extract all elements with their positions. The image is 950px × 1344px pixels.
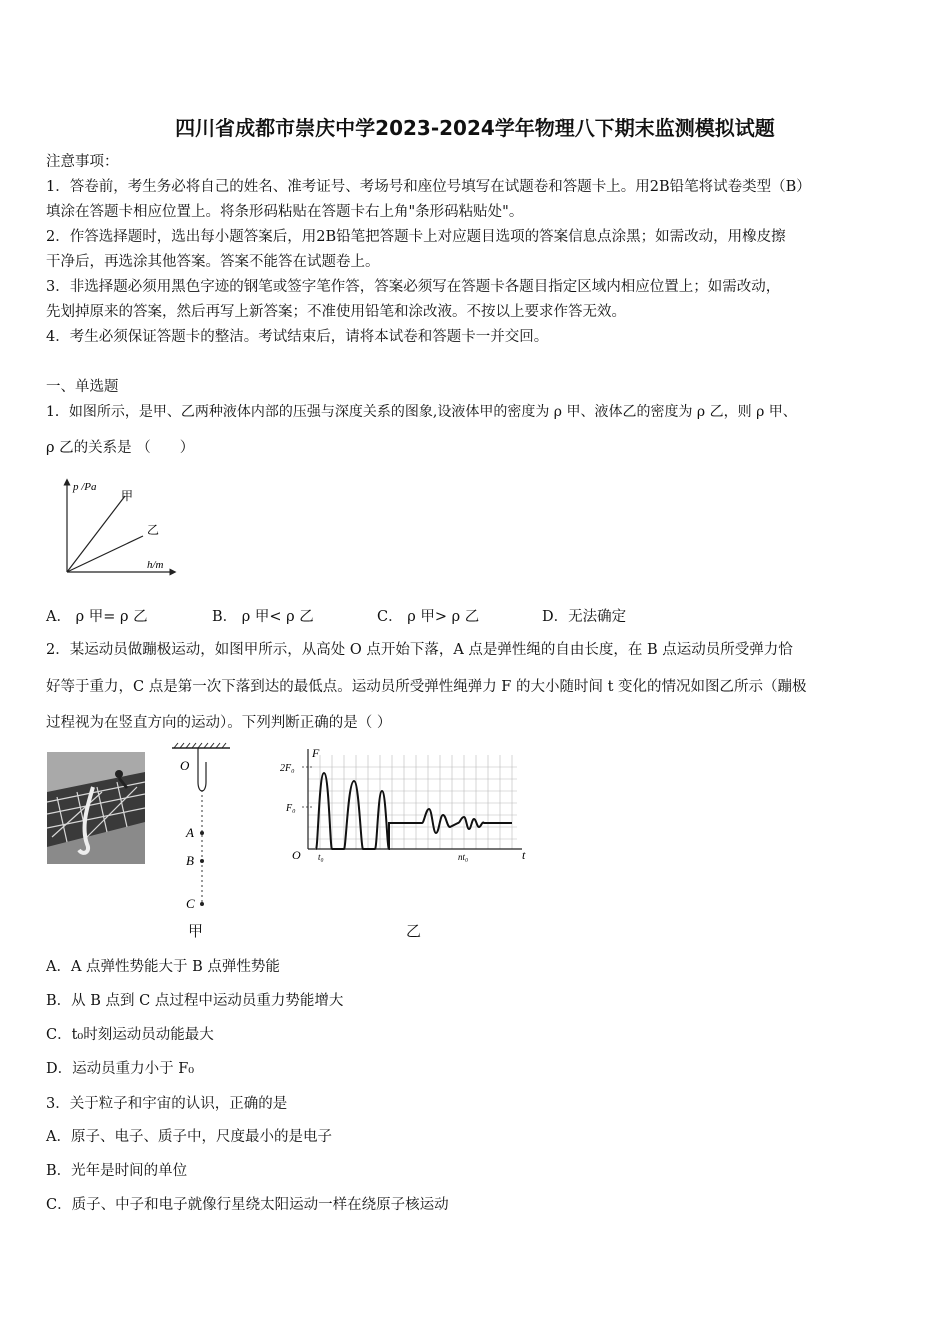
q1-stem-line1: 1．如图所示，是甲、乙两种液体内部的压强与深度关系的图象,设液体甲的密度为 ρ 甲、液体乙的密度为 ρ 乙，则 ρ 甲、: [46, 404, 797, 420]
time-tick-nt0: nt₀: [458, 852, 469, 862]
notice-line: 填涂在答题卡相应位置上。将条形码粘贴在答题卡右上角"条形码粘贴处"。: [46, 204, 524, 220]
q3-option-c[interactable]: C．质子、中子和电子就像行星绕太阳运动一样在绕原子核运动: [46, 1197, 449, 1213]
q2-figure-yi-caption: 乙: [406, 922, 422, 940]
q2-option-d[interactable]: D．运动员重力小于 F₀: [46, 1061, 195, 1077]
section-heading: 一、单选题: [46, 379, 119, 395]
q1-x-label: h/m: [147, 559, 164, 571]
notice-heading: 注意事项：: [46, 154, 119, 170]
graph-origin-label: O: [292, 848, 301, 862]
q2-figure-jia-caption: 甲: [188, 922, 204, 940]
force-axis-label: F: [312, 746, 320, 760]
q1-option-a[interactable]: A． ρ 甲= ρ 乙: [46, 609, 148, 625]
force-tick-2f0: 2F₀: [280, 763, 295, 774]
notice-line: 先划掉原来的答案，然后再写上新答案；不准使用铅笔和涂改液。不按以上要求作答无效。: [46, 304, 626, 320]
q3-option-b[interactable]: B．光年是时间的单位: [46, 1163, 188, 1179]
q1-pressure-depth-graph: [55, 476, 180, 581]
q2-option-b[interactable]: B．从 B 点到 C 点过程中运动员重力势能增大: [46, 993, 344, 1009]
q1-line-yi: [67, 536, 143, 572]
q2-stem-line2: 好等于重力，C 点是第一次下落到达的最低点。运动员所受弹性绳弹力 F 的大小随时间 t 变化的情况如图乙所示（蹦极: [46, 679, 807, 695]
q1-line-jia: [67, 496, 125, 572]
notice-line: 干净后，再选涂其他答案。答案不能答在试题卷上。: [46, 254, 380, 270]
q2-stem-line3: 过程视为在竖直方向的运动）。下列判断正确的是（ ）: [46, 715, 392, 731]
point-o-label: O: [180, 758, 190, 773]
q2-force-time-graph: [272, 745, 532, 865]
q2-option-a[interactable]: A．A 点弹性势能大于 B 点弹性势能: [46, 959, 280, 975]
notice-line: 1．答卷前，考生务必将自己的姓名、准考证号、考场号和座位号填写在试题卷和答题卡上。用2B铅笔将试卷类型（B）: [46, 179, 811, 195]
point-b-label: B: [186, 853, 194, 868]
notice-line: 3．非选择题必须用黑色字迹的钢笔或签字笔作答，答案必须写在答题卡各题目指定区域内相应位置上；如需改动，: [46, 279, 781, 295]
q2-figure-jia: [160, 742, 250, 917]
q1-line-jia-label: 甲: [121, 489, 134, 503]
q3-stem: 3．关于粒子和宇宙的认识，正确的是: [46, 1096, 288, 1112]
q1-option-c[interactable]: C． ρ 甲> ρ 乙: [377, 609, 480, 625]
q1-option-d[interactable]: D．无法确定: [542, 609, 627, 625]
q3-option-a[interactable]: A．原子、电子、质子中，尺度最小的是电子: [46, 1129, 332, 1145]
q1-line-yi-label: 乙: [147, 523, 160, 537]
q1-stem-line2: ρ 乙的关系是 （ ）: [46, 440, 195, 456]
page-title: 四川省成都市崇庆中学2023-2024学年物理八下期末监测模拟试题: [175, 116, 775, 140]
bungee-photo: [47, 752, 145, 864]
q2-stem-line1: 2．某运动员做蹦极运动，如图甲所示，从高处 O 点开始下落，A 点是弹性绳的自由长度，在 B 点运动员所受弹力恰: [46, 642, 793, 658]
point-c-label: C: [186, 896, 195, 911]
notice-line: 2．作答选择题时，选出每小题答案后，用2B铅笔把答题卡上对应题目选项的答案信息点涂黑；如需改动，用橡皮擦: [46, 229, 786, 245]
q1-option-b[interactable]: B． ρ 甲< ρ 乙: [212, 609, 314, 625]
q2-option-c[interactable]: C．t₀时刻运动员动能最大: [46, 1027, 214, 1043]
time-tick-t0: t₀: [318, 852, 324, 862]
point-a-label: A: [186, 825, 194, 840]
time-axis-label: t: [522, 848, 526, 862]
force-tick-f0: F₀: [286, 803, 296, 814]
notice-line: 4．考生必须保证答题卡的整洁。考试结束后，请将本试卷和答题卡一并交回。: [46, 329, 549, 345]
q1-y-label: p /Pa: [73, 481, 97, 493]
